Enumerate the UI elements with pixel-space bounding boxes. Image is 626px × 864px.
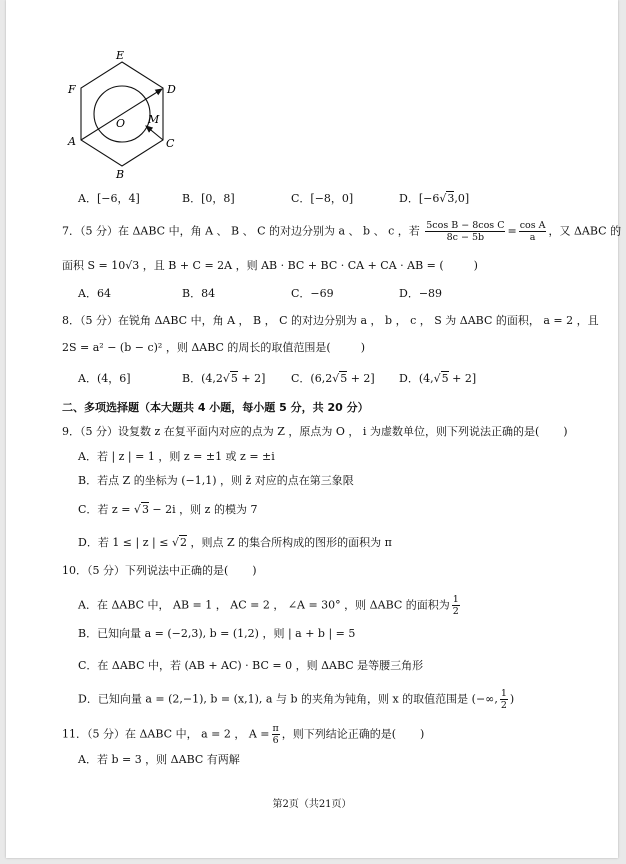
q8-stem-line2: 2S = a² − (b − c)² ，则 ΔABC 的周长的取值范围是( )	[62, 341, 365, 354]
sqrt-icon: √	[133, 503, 141, 516]
label-O: O	[116, 117, 126, 130]
q11-stem: 11．（5 分）在 ΔABC 中， a = 2 ， A = $\frac{\pi}{6}$ ，则下列结论正确的是( )	[62, 723, 425, 746]
q8-option-c: C．(6,2√5 + 2]	[291, 372, 375, 385]
q11-fraction: $\frac{\pi}{6}$	[272, 723, 279, 746]
q10-option-a: A．在 ΔABC 中， AB = 1 ， AC = 2 ， ∠A = 30° ，则 ΔABC 的面积为 $\frac{1}{2}$	[78, 594, 459, 617]
hexagon-figure	[56, 44, 196, 184]
q9-option-a: A．若 | z | = 1 ，则 z = ±1 或 z = ±i	[78, 450, 275, 463]
section-title: 二、多项选择题（本大题共 4 小题，每小题 5 分，共 20 分）	[62, 401, 369, 414]
q8-option-b: B．(4,2√5 + 2]	[182, 372, 266, 385]
sqrt-icon: √	[433, 372, 441, 385]
label-A: A	[68, 135, 76, 148]
q10-a-fraction: $\frac{1}{2}$	[452, 594, 459, 617]
q9-option-c: C．若 z = √3 − 2i ，则 z 的模为 7	[78, 503, 258, 516]
sqrt-icon: √	[332, 372, 340, 385]
q7-stem-line1: 7．（5 分）在 ΔABC 中，角 A 、 B 、 C 的对边分别为 a 、 b 、 c ，若 $\frac{\text{5cos B − 8cos C}}{8c - 5b}$ = $\frac{\text{cos A}}{a}$ ，又 ΔABC 的	[62, 220, 622, 243]
page-footer: 第2页（共21页）	[272, 799, 352, 810]
q8-stem-line1: 8．（5 分）在锐角 ΔABC 中，角 A ， B ， C 的对边分别为 a ， b ， c ， S 为 ΔABC 的面积， a = 2 ，且	[62, 314, 599, 327]
q6-option-d: D．[−6√3,0]	[399, 192, 470, 205]
label-M: M	[148, 113, 160, 126]
q8-option-d: D．(4,√5 + 2]	[399, 372, 477, 385]
q10-option-d: D．已知向量 a = (2,−1), b = (x,1), a 与 b 的夹角为钝角，则 x 的取值范围是 (−∞, $\frac{1}{2}$ )	[78, 688, 515, 711]
label-C: C	[166, 137, 175, 150]
q9-option-d: D．若 1 ≤ | z | ≤ √2 ，则点 Z 的集合所构成的图形的面积为 π	[78, 536, 392, 549]
q7-option-c: C．−69	[291, 287, 334, 300]
q6-option-c: C．[−8，0]	[291, 192, 354, 205]
exam-page	[6, 0, 622, 858]
label-D: D	[167, 83, 176, 96]
sqrt-icon: √	[222, 372, 230, 385]
q6-option-b: B．[0，8]	[182, 192, 235, 205]
q7-option-a: A．64	[78, 287, 111, 300]
q9-stem: 9．（5 分）设复数 z 在复平面内对应的点为 Z ，原点为 O ， i 为虚数单位，则下列说法正确的是( )	[62, 425, 568, 438]
label-F: F	[68, 83, 76, 96]
q10-d-fraction: $\frac{1}{2}$	[500, 688, 507, 711]
q7-fraction-1: $\frac{\text{5cos B − 8cos C}}{8c - 5b}$	[426, 220, 505, 243]
q6-option-a: A．[−6，4]	[78, 192, 140, 205]
sqrt-icon: √	[439, 192, 447, 205]
q8-option-a: A．(4，6]	[78, 372, 131, 385]
segment-CM	[146, 126, 163, 140]
q7-fraction-2: $\frac{\text{cos A}}{a}$	[519, 220, 546, 243]
q7-stem-line2: 面积 S = 10√3 ，且 B + C = 2A ，则 AB · BC + BC · CA + CA · AB = ( )	[62, 259, 478, 272]
q10-option-b: B．已知向量 a = (−2,3), b = (1,2) ，则 | a + b | = 5	[78, 627, 356, 640]
label-B: B	[116, 168, 125, 181]
q10-option-c: C．在 ΔABC 中，若 (AB + AC) · BC = 0 ，则 ΔABC 是等腰三角形	[78, 659, 424, 672]
sqrt-icon: √	[171, 536, 179, 549]
q7-option-d: D．−89	[399, 287, 443, 300]
q9-option-b: B．若点 Z 的坐标为 (−1,1) ，则 z̄ 对应的点在第三象限	[78, 474, 354, 487]
q11-option-a: A．若 b = 3 ，则 ΔABC 有两解	[78, 753, 240, 766]
q7-option-b: B．84	[182, 287, 216, 300]
label-E: E	[116, 49, 125, 62]
q10-stem: 10．（5 分）下列说法中正确的是( )	[62, 564, 257, 577]
